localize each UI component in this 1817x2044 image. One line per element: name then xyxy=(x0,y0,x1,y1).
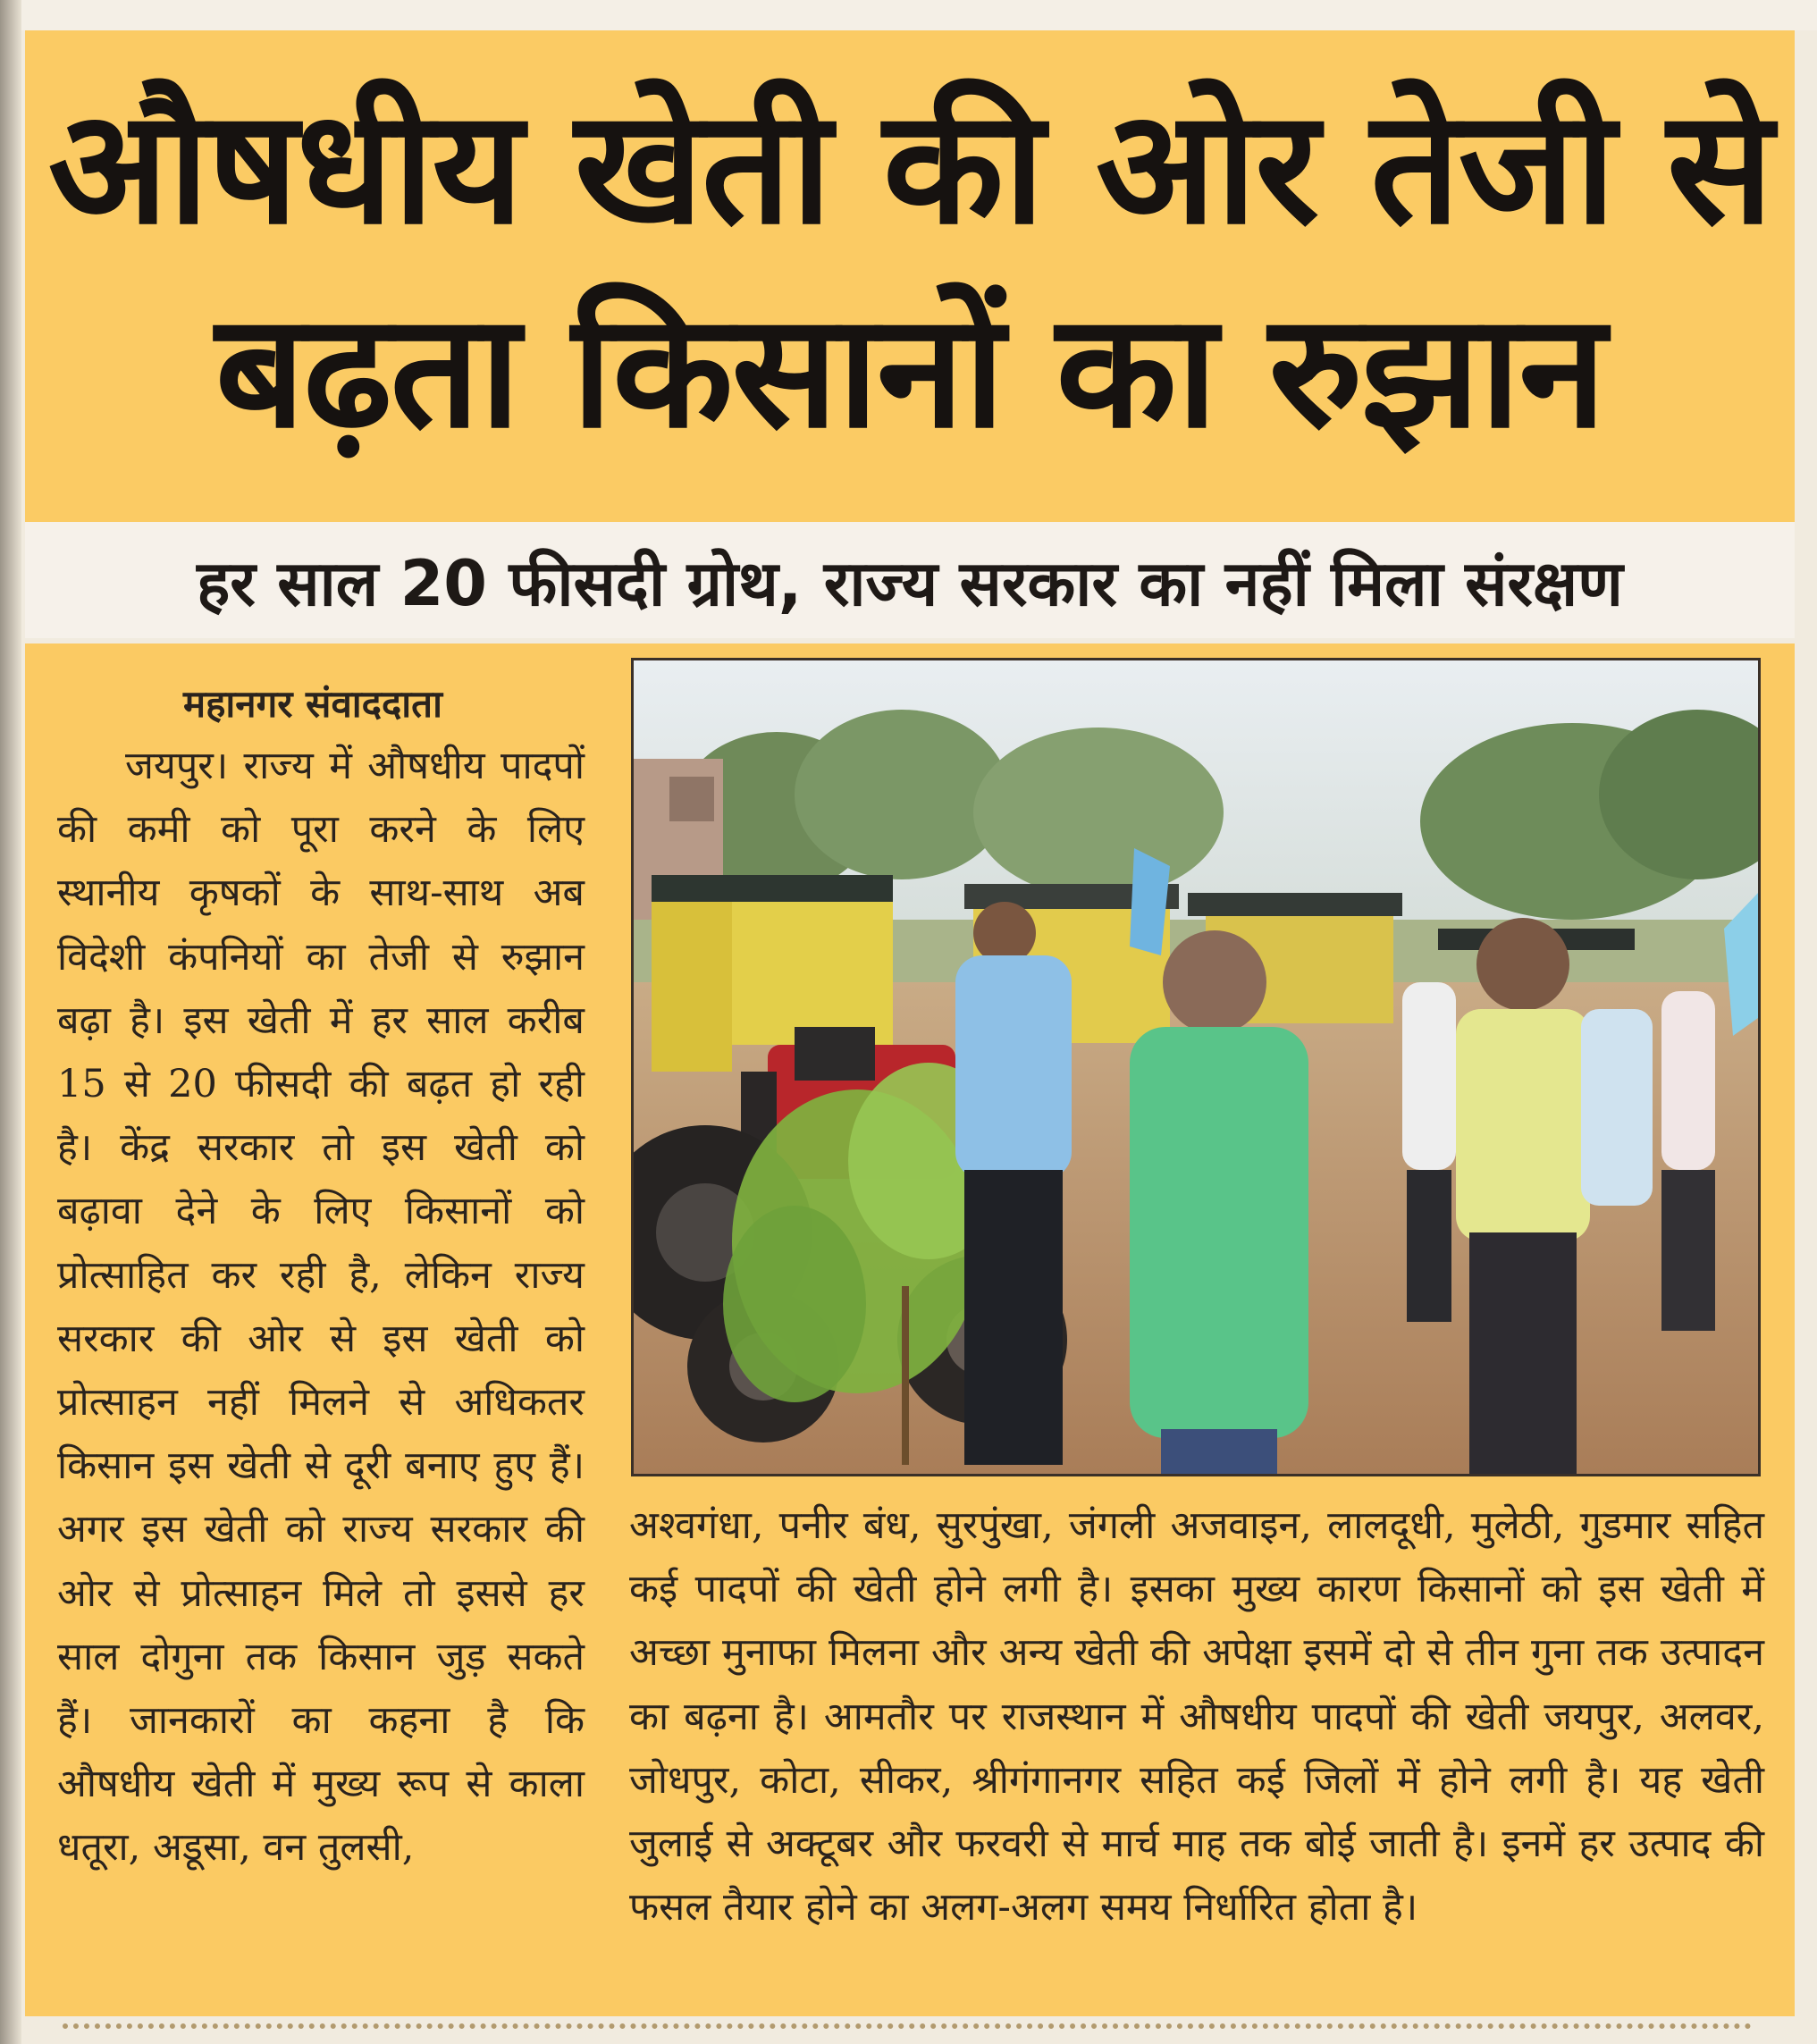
byline: महानगर संवाददाता xyxy=(183,682,442,726)
page-edge-shadow xyxy=(0,0,21,2044)
subheadline-band xyxy=(25,522,1795,638)
article-column-left xyxy=(57,735,585,1880)
dotted-divider xyxy=(63,2023,1752,2029)
headline: औषधीय खेती की ओर तेजी से बढ़ता किसानों का रुझान xyxy=(47,76,1772,463)
subheadline: हर साल 20 फीसदी ग्रोथ, राज्य सरकार का नहीं मिला संरक्षण xyxy=(197,547,1623,620)
article-paragraph-left: जयपुर। राज्य में औषधीय पादपों की कमी को पूरा करने के लिए स्थानीय कृषकों के साथ-साथ अब विदेशी कंपनियों का तेजी से रुझान बढ़ा है। इस खेती में हर साल करीब 15 से 20 फीसदी की बढ़त हो रही है। केंद्र सरकार तो इस खेती को बढ़ावा देने के लिए किसानों को प्रोत्साहित कर रही है, लेकिन राज्य सरकार की ओर से इस खेती को प्रोत्साहन नहीं मिलने से अधिकतर किसान इस खेती से दूरी बनाए हुए हैं। अगर इस खेती को राज्य सरकार की ओर से प्रोत्साहन मिले तो इससे हर साल दोगुना तक किसान जुड़ सकते हैं। जानकारों का कहना है कि औषधीय खेती में मुख्य रूप से काला धतूरा, अडूसा, वन तुलसी, xyxy=(57,744,585,1871)
article-column-right xyxy=(629,1494,1764,1939)
top-strip xyxy=(21,0,1817,30)
article-paragraph-right: अश्वगंधा, पनीर बंध, सुरपुंखा, जंगली अजवाइन, लालदूधी, मुलेठी, गुडमार सहित कई पादपों की खेती होने लगी है। इसका मुख्य कारण किसानों को इस खेती में अच्छा मुनाफा मिलना और अन्य खेती की अपेक्षा इसमें दो से तीन गुना तक उत्पादन का बढ़ना है। आमतौर पर राजस्थान में औषधीय पादपों की खेती जयपुर, अलवर, जोधपुर, कोटा, सीकर, श्रीगंगानगर सहित कई जिलों में होने लगी है। यह खेती जुलाई से अक्टूबर और फरवरी से मार्च माह तक बोई जाती है। इनमें हर उत्पाद की फसल तैयार होने का अलग-अलग समय निर्धारित होता है। xyxy=(629,1503,1764,1930)
headline-box xyxy=(25,30,1795,522)
article-photo xyxy=(631,658,1761,1476)
photo-farmers-tractors-image xyxy=(634,660,1758,1474)
